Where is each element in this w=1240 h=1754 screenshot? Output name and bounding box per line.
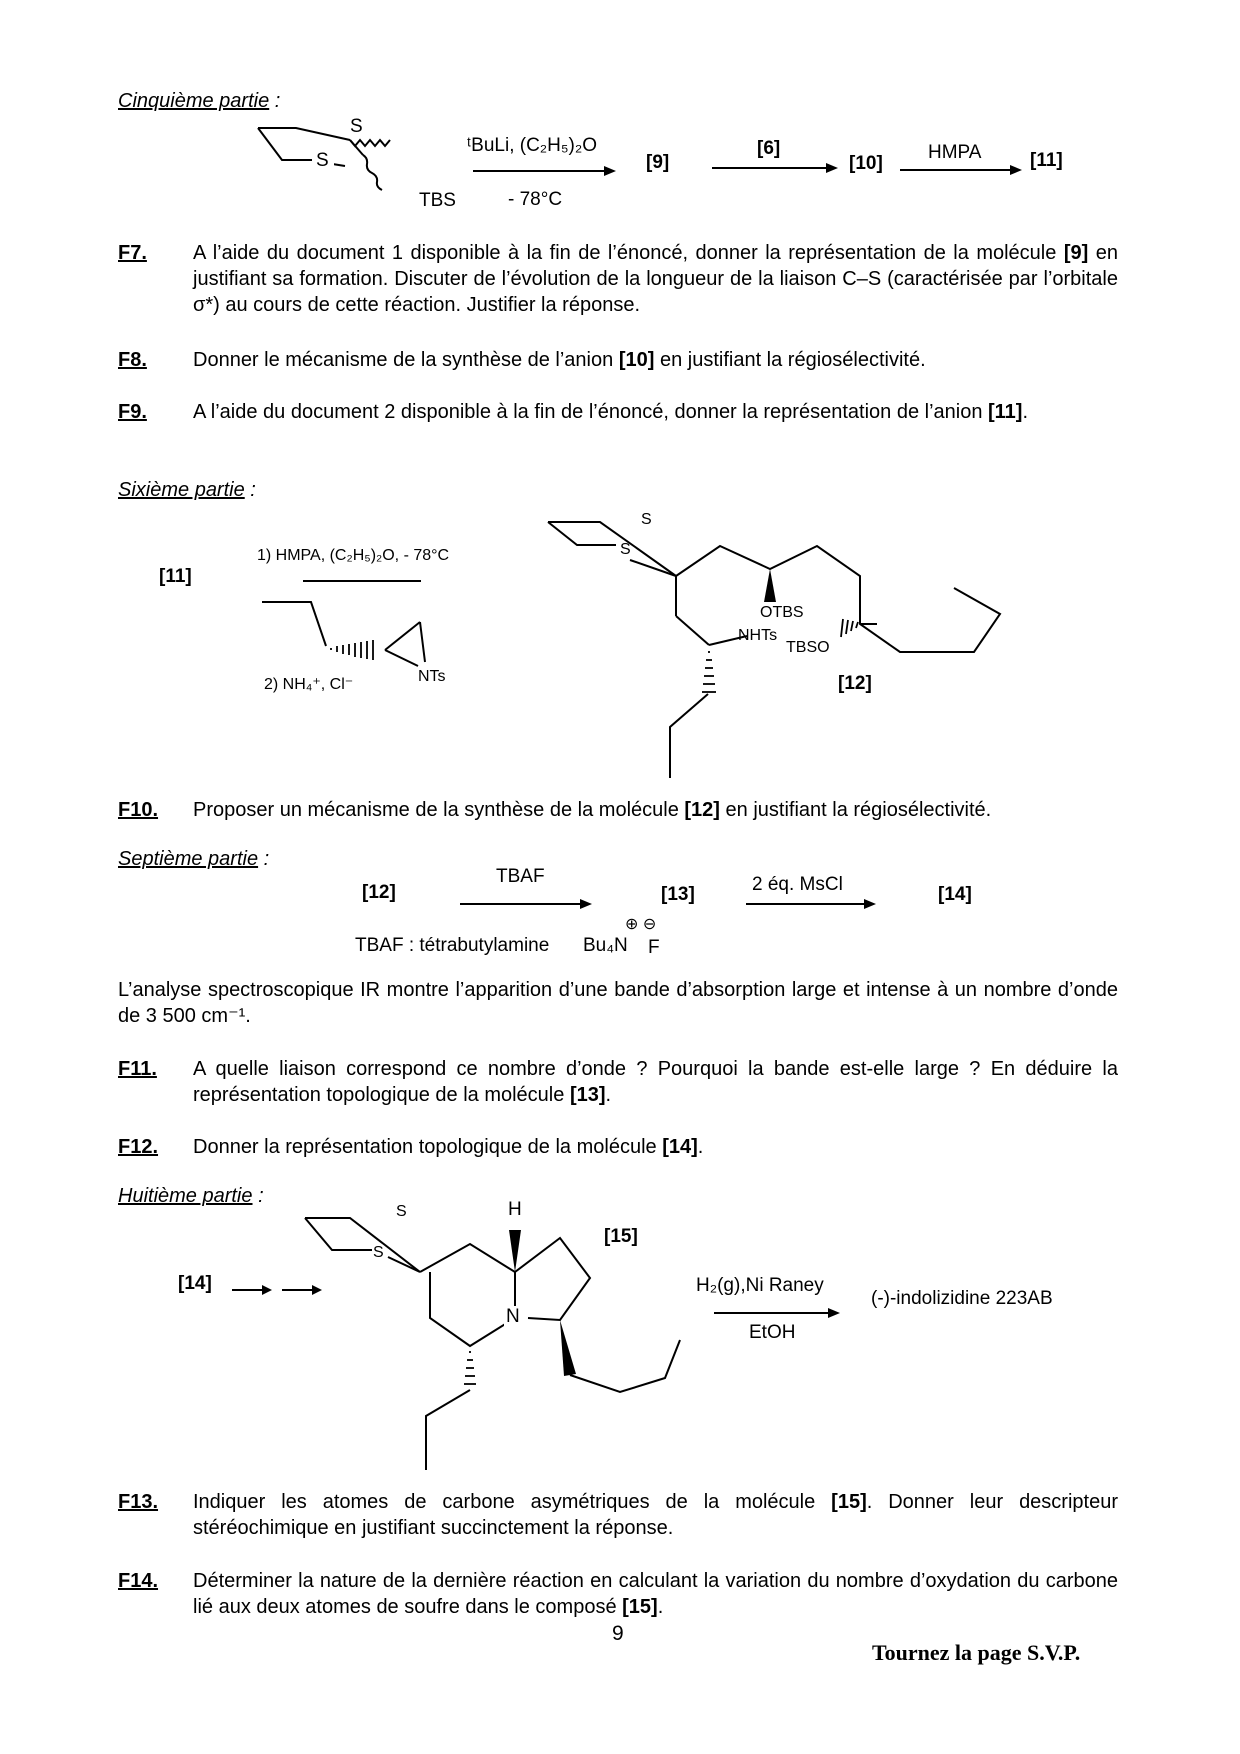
step1-reagents: 1) HMPA, (C₂H₅)₂O, - 78°C (257, 547, 450, 564)
question-f12: F12. Donner la représentation topologique de la molécule [14]. (118, 1136, 704, 1158)
nitrogen-atom-label: N (506, 1306, 520, 1327)
product-indolizidine: (-)-indolizidine 223AB (871, 1288, 1053, 1309)
tbso-label: TBSO (786, 639, 830, 656)
tbaf-definition: TBAF : tétrabutylamine (355, 935, 550, 956)
ion-charges: ⊕ ⊖ (625, 916, 657, 933)
sulfur-atom-label: S (350, 116, 363, 137)
ir-analysis-text: L’analyse spectroscopique IR montre l’apparition d’une bande d’absorption large et intense à un nombre d’onde de 3 500 cm⁻¹. (118, 979, 1118, 1027)
compound-14-label: [14] (938, 884, 972, 905)
compound-11-label: [11] (159, 566, 192, 587)
section-title-part8: Huitième partie : (118, 1185, 264, 1207)
question-f8: F8. Donner le mécanisme de la synthèse de l’anion [10] en justifiant la régiosélectivité. (118, 349, 926, 371)
turn-page-note: Tournez la page S.V.P. (872, 1640, 1081, 1665)
reagent-hmpa: HMPA (928, 142, 982, 163)
section-title-part5: Cinquième partie : (118, 90, 281, 112)
sulfur-atom-label: S (396, 1203, 407, 1220)
otbs-label: OTBS (760, 604, 804, 621)
question-f10: F10. Proposer un mécanisme de la synthèse de la molécule [12] en justifiant la régiosélectivité. (118, 799, 992, 821)
sulfur-atom-label: S (316, 150, 329, 171)
tbs-label: TBS (419, 190, 456, 211)
nhts-label: NHTs (738, 627, 778, 644)
compound-12-label: [12] (362, 882, 396, 903)
compound-6-label: [6] (757, 138, 781, 159)
fluoride-anion: F (648, 937, 660, 958)
compound-15-label: [15] (604, 1226, 638, 1247)
section-title-part6: Sixième partie : (118, 479, 256, 501)
compound-10-label: [10] (849, 153, 883, 174)
question-f14: F14. Déterminer la nature de la dernière réaction en calculant la variation du nombre d’oxydation du carbone lié aux deux atomes de soufre dans le composé [15]. (118, 1570, 1118, 1618)
compound-13-label: [13] (661, 884, 695, 905)
reagent-tbaf: TBAF (496, 866, 545, 887)
nts-aziridine-label: NTs (418, 668, 446, 685)
page-number: 9 (612, 1622, 624, 1645)
compound-12-label: [12] (838, 673, 872, 694)
compound-14-label: [14] (178, 1273, 212, 1294)
reagent-hydrogenation: H₂(g),Ni Raney (696, 1275, 824, 1296)
sulfur-atom-label: S (620, 541, 631, 558)
question-f11: F11. A quelle liaison correspond ce nombre d’onde ? Pourquoi la bande est-elle large ? En déduire la représentation topologique de la molécule [13]. (118, 1058, 1118, 1106)
reagent-tbuli: ᵗBuLi, (C₂H₅)₂O (467, 135, 598, 156)
question-f13: F13. Indiquer les atomes de carbone asymétriques de la molécule [15]. Donner leur descripteur stéréochimique en justifiant succinctement la réponse. (118, 1491, 1118, 1539)
sulfur-atom-label: S (641, 511, 652, 528)
reagent-mscl: 2 éq. MsCl (752, 874, 843, 895)
hydrogen-atom-label: H (508, 1199, 522, 1220)
step2-reagents: 2) NH₄⁺, Cl⁻ (264, 676, 354, 693)
section-title-part7: Septième partie : (118, 848, 270, 870)
reagent-temperature: - 78°C (508, 189, 563, 210)
question-f9: F9. A l’aide du document 2 disponible à la fin de l’énoncé, donner la représentation de l’anion [11]. (118, 401, 1029, 423)
sulfur-atom-label: S (373, 1244, 384, 1261)
compound-9-label: [9] (646, 152, 670, 173)
question-f7: F7. A l’aide du document 1 disponible à la fin de l’énoncé, donner la représentation de la molécule [9] en justifiant sa formation. Discuter de l’évolution de la longueur de la liaison C–S (caractérisée par l’orbitale σ*) au cours de cette réaction. Justifier la réponse. (118, 242, 1118, 316)
bu4n-cation: Bu₄N (583, 935, 628, 956)
compound-11-label: [11] (1030, 150, 1063, 171)
reagent-solvent: EtOH (749, 1322, 796, 1343)
